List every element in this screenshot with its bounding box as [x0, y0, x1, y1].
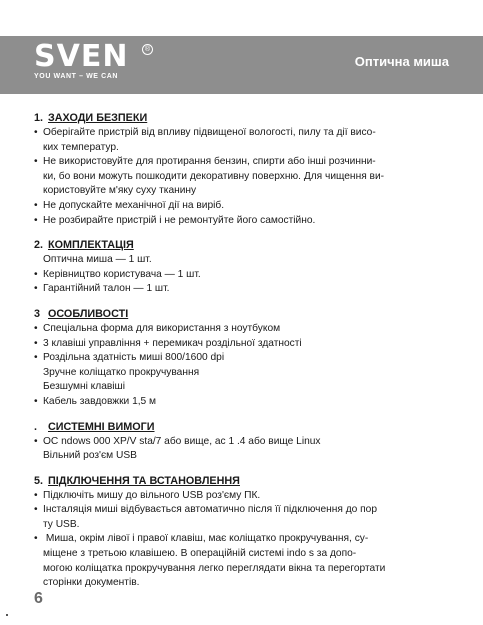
list-item — [34, 562, 450, 577]
list-item — [34, 199, 450, 214]
section-number: 5. — [34, 474, 44, 487]
section-number: 1. — [34, 112, 44, 124]
item-text: Керівництво користувача — 1 шт. — [43, 268, 201, 280]
item-text: Роздільна здатність миші 800/1600 dpi — [43, 352, 225, 364]
bullet-icon: • — [34, 489, 38, 501]
list-item — [34, 170, 450, 185]
bullet-icon: • — [34, 156, 38, 168]
list-item — [34, 518, 450, 533]
item-text: Вільний роз'єм USB — [43, 450, 137, 462]
list-item — [34, 366, 450, 381]
list-item — [34, 282, 450, 297]
item-text: ОС ndows 000 XP/V sta/7 або вище, ас 1 .4 або вище Linux — [43, 435, 321, 447]
section-2 — [34, 238, 450, 297]
section-number: 2. — [34, 239, 44, 252]
list-item — [34, 268, 450, 283]
list-item — [34, 322, 450, 337]
bullet-icon: • — [34, 214, 38, 226]
list-item — [34, 141, 450, 156]
list-item — [34, 532, 450, 547]
section-heading: ЗАХОДИ БЕЗПЕКИ — [48, 112, 148, 124]
bullet-icon: • — [34, 268, 38, 280]
list-item — [34, 351, 450, 366]
bullet-icon: • — [34, 504, 38, 516]
bullet-icon: • — [34, 352, 38, 364]
section-title — [34, 474, 450, 489]
item-text: Зручне коліщатко прокручування — [43, 366, 200, 378]
item-text: Гарантійний талон — 1 шт. — [43, 283, 170, 295]
section-title — [34, 420, 450, 435]
list-item — [34, 214, 450, 229]
item-text: ту USB. — [43, 518, 80, 530]
item-text: Миша, окрім лівої і правої клавіш, має коліщатко прокручування, су- — [43, 533, 369, 545]
section-3 — [34, 307, 450, 410]
list-item — [34, 126, 450, 141]
item-text: ких температур. — [43, 141, 119, 153]
item-text: Не використовуйте для протирання бензин, спирти або інші розчинни- — [43, 156, 376, 168]
item-text: Не розбирайте пристрій і не ремонтуйте його самостійно. — [43, 214, 316, 226]
bullet-icon: • — [34, 322, 38, 334]
item-text: Інсталяція миші відбувається автоматично після її підключення до пор — [43, 504, 378, 516]
item-text: Підключіть мишу до вільного USB роз'єму ПК. — [43, 489, 261, 501]
item-text: міщене з третьою клавішею. В операційній системі indo s за допо- — [43, 548, 357, 560]
section-heading: СИСТЕМНІ ВИМОГИ — [48, 420, 155, 433]
list-item — [34, 503, 450, 518]
list-item — [34, 576, 450, 591]
list-item — [34, 253, 450, 268]
section-5 — [34, 474, 450, 591]
item-text: 3 клавіші управління + перемикач роздільної здатності — [43, 337, 302, 349]
section-4 — [34, 420, 450, 464]
section-title — [34, 238, 450, 253]
item-text: Кабель завдовжки 1,5 м — [43, 395, 157, 407]
item-text: користовуйте м'яку суху тканину — [43, 185, 197, 197]
bullet-icon: • — [34, 337, 38, 349]
bullet-icon: • — [34, 127, 38, 138]
list-item — [34, 395, 450, 410]
item-text: Спеціальна форма для використання з ноутбуком — [43, 322, 281, 334]
page-title: Оптична миша — [354, 54, 449, 69]
item-text: могою коліщатка прокручування легко переглядати вікна та перегортати — [43, 562, 386, 574]
section-number: . — [34, 420, 37, 433]
item-text: Оберігайте пристрій від впливу підвищеної вологості, пилу та дії висо- — [43, 127, 376, 138]
list-item — [34, 337, 450, 352]
list-item — [34, 435, 450, 450]
logo-slogan: YOU WANT – WE CAN — [34, 73, 119, 80]
bullet-icon: • — [34, 435, 38, 447]
registered-mark-icon: ® — [142, 44, 153, 55]
section-1 — [34, 111, 450, 228]
list-item — [34, 380, 450, 395]
item-text: Безшумні клавіші — [43, 381, 125, 393]
bullet-icon: • — [34, 395, 38, 407]
section-title — [34, 307, 450, 322]
item-text: ки, бо вони можуть пошкодити декоративну поверхню. Для чищення ви- — [43, 170, 385, 182]
list-item — [34, 449, 450, 464]
page-number: 6 — [34, 590, 43, 607]
list-item — [34, 489, 450, 504]
section-heading: КОМПЛЕКТАЦІЯ — [48, 239, 134, 252]
manual-content — [34, 111, 450, 601]
item-text: Оптична миша — 1 шт. — [43, 254, 152, 266]
section-number: 3 — [34, 307, 41, 320]
bullet-icon: • — [34, 199, 38, 211]
list-item — [34, 184, 450, 199]
section-title — [34, 111, 450, 126]
list-item — [34, 155, 450, 170]
corner-mark — [6, 614, 8, 616]
sven-logo: SVEN — [34, 39, 129, 74]
section-heading: ОСОБЛИВОСТІ — [48, 307, 129, 320]
item-text: Не допускайте механічної дії на виріб. — [43, 199, 225, 211]
page-header — [0, 36, 483, 94]
section-heading: ПІДКЛЮЧЕННЯ ТА ВСТАНОВЛЕННЯ — [48, 474, 240, 487]
item-text: сторінки документів. — [43, 577, 140, 589]
bullet-icon: • — [34, 533, 38, 545]
list-item — [34, 547, 450, 562]
bullet-icon: • — [34, 283, 38, 295]
